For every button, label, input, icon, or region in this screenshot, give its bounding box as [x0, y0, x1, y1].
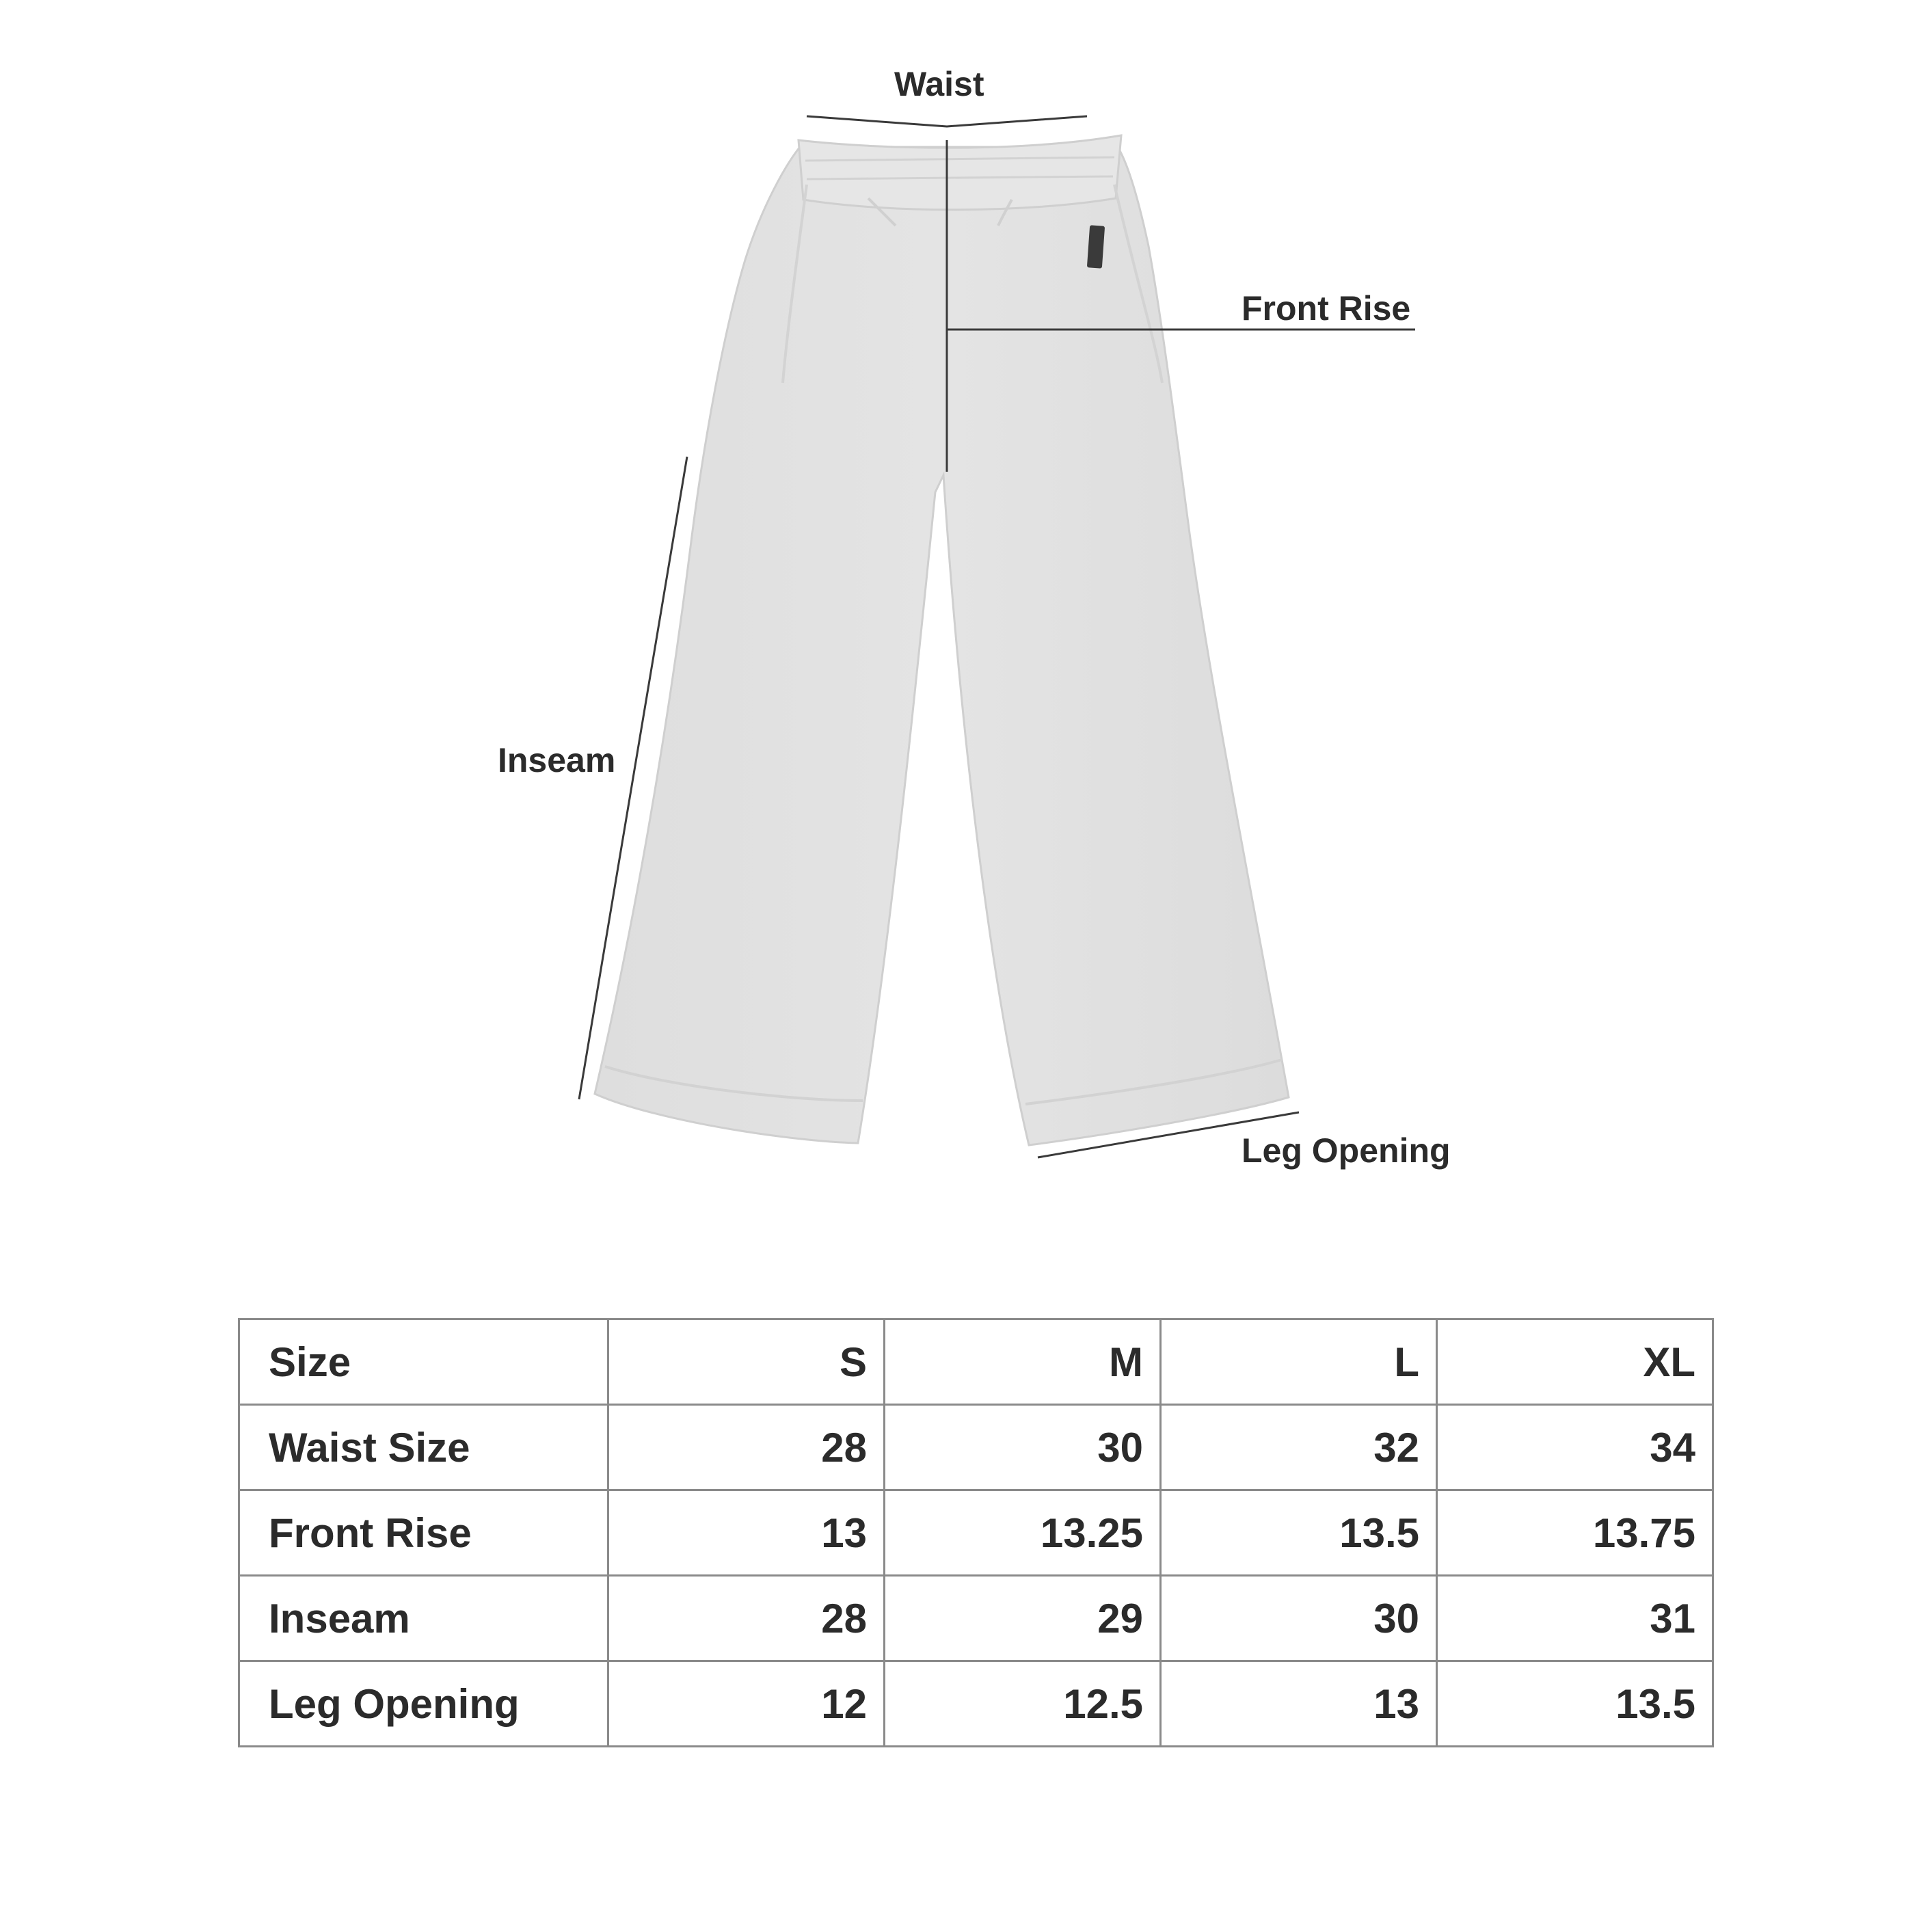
value-cell: 29 [885, 1576, 1161, 1661]
row-label-cell: Inseam [239, 1576, 608, 1661]
header-cell: L [1161, 1319, 1437, 1405]
row-label-cell: Leg Opening [239, 1661, 608, 1747]
pants-body [595, 147, 1289, 1145]
header-cell: XL [1437, 1319, 1713, 1405]
table-row [239, 1405, 1713, 1490]
value-cell: 12 [608, 1661, 885, 1747]
value-cell: 34 [1437, 1405, 1713, 1490]
value-cell: 31 [1437, 1576, 1713, 1661]
value-cell: 12.5 [885, 1661, 1161, 1747]
waist-label: Waist [894, 65, 984, 103]
value-cell: 13.5 [1437, 1661, 1713, 1747]
table-row [239, 1576, 1713, 1661]
value-cell: 30 [885, 1405, 1161, 1490]
value-cell: 13.5 [1161, 1490, 1437, 1576]
inseam-label: Inseam [498, 741, 616, 779]
table-header-row [239, 1319, 1713, 1405]
front-rise-label: Front Rise [1242, 289, 1411, 327]
table-row [239, 1490, 1713, 1576]
value-cell: 32 [1161, 1405, 1437, 1490]
value-cell: 13.75 [1437, 1490, 1713, 1576]
row-label-cell: Waist Size [239, 1405, 608, 1490]
waist-line [807, 116, 1087, 126]
value-cell: 28 [608, 1576, 885, 1661]
value-cell: 13 [608, 1490, 885, 1576]
size-chart-table [238, 1318, 1714, 1747]
value-cell: 30 [1161, 1576, 1437, 1661]
row-label-cell: Front Rise [239, 1490, 608, 1576]
brand-tag [1087, 225, 1105, 268]
header-cell: M [885, 1319, 1161, 1405]
value-cell: 13 [1161, 1661, 1437, 1747]
sweatpants-illustration [595, 135, 1289, 1145]
header-cell: Size [239, 1319, 608, 1405]
value-cell: 28 [608, 1405, 885, 1490]
header-cell: S [608, 1319, 885, 1405]
leg-opening-label: Leg Opening [1242, 1131, 1451, 1170]
value-cell: 13.25 [885, 1490, 1161, 1576]
table-row [239, 1661, 1713, 1747]
